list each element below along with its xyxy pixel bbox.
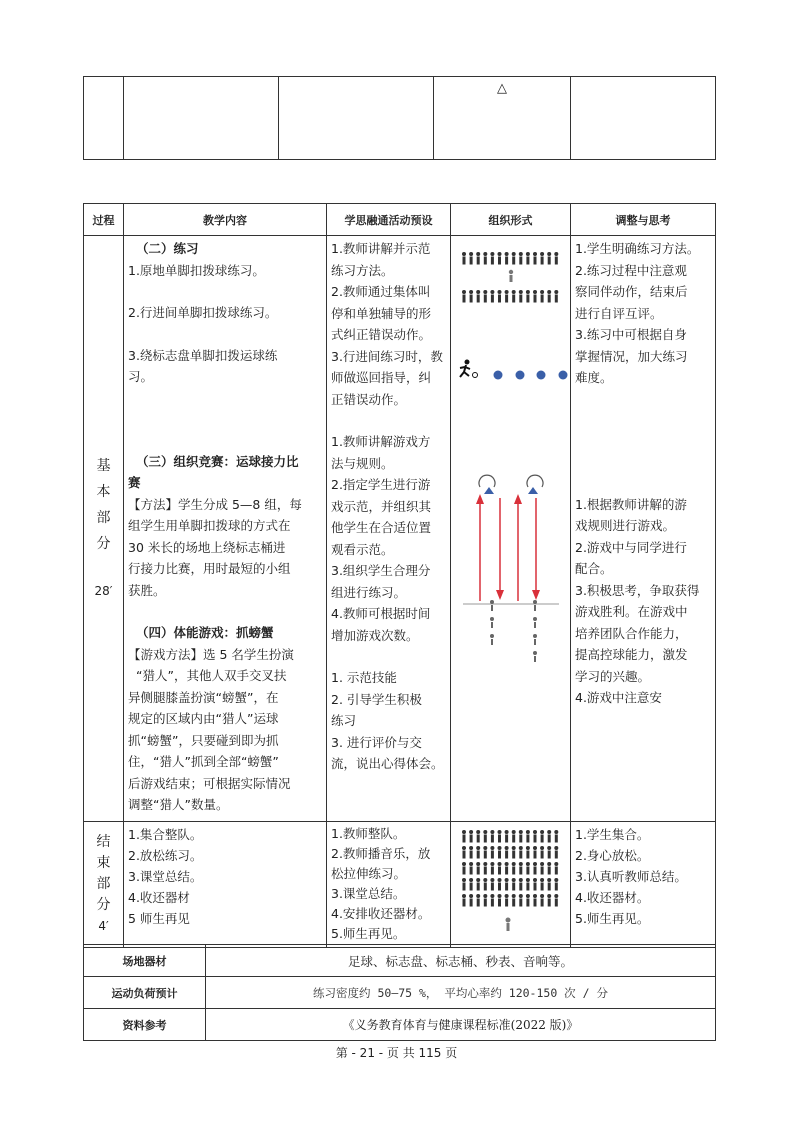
student-figure (519, 830, 523, 834)
lesson-plan-table (83, 203, 716, 948)
student-figure-body (484, 257, 487, 265)
student-figure-body (491, 835, 494, 843)
student-figure-body (512, 899, 515, 907)
student-figure (540, 290, 544, 294)
student-figure-body (548, 835, 551, 843)
student-figure (554, 878, 558, 882)
student-figure (498, 830, 502, 834)
student-figure (469, 862, 473, 866)
student-figure (483, 290, 487, 294)
student-figure (505, 252, 509, 256)
student-figure-body (519, 851, 522, 859)
student-figure (526, 878, 530, 882)
student-figure-body (484, 835, 487, 843)
ending-content: 1.集合整队。 2.放松练习。 3.课堂总结。 4.收还器材 5 师生再见 (128, 827, 203, 926)
student-figure-body (477, 899, 480, 907)
student-figure-body (555, 867, 558, 875)
student-figure (547, 862, 551, 866)
student-figure-body (470, 899, 473, 907)
student-figure-body (498, 867, 501, 875)
student-figure-body (548, 899, 551, 907)
student-figure (519, 894, 523, 898)
header-process: 过程 (84, 204, 124, 236)
student-figure-body (491, 899, 494, 907)
student-row-1 (462, 252, 558, 265)
student-figure-body (541, 835, 544, 843)
student-figure (519, 862, 523, 866)
student-figure-body (463, 883, 466, 891)
practice-item-3a: 3.绕标志盘单脚扣拨运球练 (128, 347, 278, 363)
student-figure (519, 290, 523, 294)
student-figure-body (548, 883, 551, 891)
student-row-2 (462, 290, 558, 303)
page-number: 第 - 21 - 页 共 115 页 (335, 1046, 458, 1060)
student-figure-body (526, 899, 529, 907)
student-figure (526, 252, 530, 256)
student-figure (490, 830, 494, 834)
student-figure (547, 290, 551, 294)
student-figure-body (519, 835, 522, 843)
reference-label: 资料参考 (84, 1009, 206, 1041)
basic-organization-cell (451, 236, 571, 822)
student-figure (490, 290, 494, 294)
student-figure (554, 290, 558, 294)
up-arrow-icon (476, 494, 484, 504)
student-figure (554, 862, 558, 866)
game-title: （四）体能游戏：抓螃蟹 (136, 625, 274, 640)
practice-title: （二）练习 (136, 241, 199, 256)
up-arrow-icon (514, 494, 522, 504)
ending-part-label-cell (84, 822, 124, 948)
header-activity: 学思融通活动预设 (327, 204, 451, 236)
student-figure (462, 878, 466, 882)
student-figure-body (477, 257, 480, 265)
student-figure-body (512, 835, 515, 843)
student-figure-body (463, 851, 466, 859)
student-figure-body (534, 295, 537, 303)
student-figure (547, 878, 551, 882)
student-figure (547, 830, 551, 834)
footer-info-table (83, 944, 716, 1041)
student-figure (498, 846, 502, 850)
student-figure-body (534, 257, 537, 265)
student-figure (526, 290, 530, 294)
basic-part-label: 基 本 部 分 28′ (84, 453, 123, 604)
student-figure (512, 290, 516, 294)
student-figure (540, 862, 544, 866)
top-cell-3 (279, 77, 434, 160)
student-figure-body (512, 867, 515, 875)
student-figure-body (491, 257, 494, 265)
student-figure-body (477, 867, 480, 875)
practice-item-1: 1.原地单脚扣拨球练习。 (128, 262, 265, 278)
student-figure (533, 894, 537, 898)
student-figure-body (555, 295, 558, 303)
student-figure (512, 846, 516, 850)
student-figure (490, 862, 494, 866)
student-figure (526, 830, 530, 834)
practice-item-2: 2.行进间单脚扣拨球练习。 (128, 305, 278, 320)
student-figure (519, 252, 523, 256)
basic-adjustment: 1.学生明确练习方法。 2.练习过程中注意观 察同伴动作，结束后 进行自评互评。 3.练习中可根据自身 掌握情况，加大练习 难度。 1.根据教师讲解的游 戏规则进行游戏。 2.游戏中与同学进行 配合。 3.积极思考，争取获得 游戏胜利。在游戏中 培养团队合作能力， 提高控球能力，激发 学习的兴趣。 4.游戏中注意安 (575, 241, 700, 705)
student-figure-body (505, 867, 508, 875)
student-figure (483, 830, 487, 834)
student-figure-body (477, 851, 480, 859)
ending-adjustment: 1.学生集合。 2.身心放松。 3.认真听教师总结。 4.收还器材。 5.师生再见。 (575, 827, 687, 926)
student-figure-body (498, 883, 501, 891)
student-figure (483, 252, 487, 256)
student-figure-body (519, 295, 522, 303)
student-figure (519, 846, 523, 850)
student-figure (498, 862, 502, 866)
student-figure-body (463, 867, 466, 875)
student-figure-body (519, 867, 522, 875)
student-figure (476, 830, 480, 834)
student-figure-body (526, 851, 529, 859)
practice-item-3b: 习。 (128, 369, 154, 384)
basic-part-label-cell (84, 236, 124, 822)
top-cell-5 (571, 77, 716, 160)
student-figure (554, 894, 558, 898)
student-figure (476, 878, 480, 882)
student-figure (476, 894, 480, 898)
student-figure-body (463, 257, 466, 265)
student-figure (476, 290, 480, 294)
student-figure (547, 252, 551, 256)
student-figure-body (519, 883, 522, 891)
ending-organization-cell (451, 822, 571, 948)
student-figure-body (470, 867, 473, 875)
student-figure-body (526, 257, 529, 265)
student-figure-body (477, 295, 480, 303)
student-figure (533, 878, 537, 882)
student-figure-body (491, 883, 494, 891)
student-figure-body (526, 295, 529, 303)
student-figure-body (512, 883, 515, 891)
marker-dots (494, 371, 568, 380)
basic-activity: 1.教师讲解并示范 练习方法。 2.教师通过集体叫 停和单独辅导的形 式纠正错误动作。 3.行进间练习时，教 师做巡回指导，纠 正错误动作。 1.教师讲解游戏方 法与规则。 2.指定学生进行游 戏示范，并组织其 他学生在合适位置 观看示范。 3.组织学生合理分 组进行练习。 4.教师可根据时间 增加游戏次数。 1. 示范技能 2. 引导学生积极 练习 3. 进行评价与交 流，说出心得体会。 (331, 241, 444, 771)
student-figure (512, 862, 516, 866)
student-figure (512, 252, 516, 256)
header-content: 教学内容 (124, 204, 327, 236)
student-figure (490, 894, 494, 898)
student-figure-body (470, 835, 473, 843)
student-figure-body (470, 883, 473, 891)
cone-icon (528, 487, 538, 494)
student-figure (498, 878, 502, 882)
top-cell-4 (434, 77, 571, 160)
header-adjustment: 调整与思考 (571, 204, 716, 236)
student-figure (469, 252, 473, 256)
student-figure-body (534, 899, 537, 907)
header-organization: 组织形式 (451, 204, 571, 236)
student-figure (462, 830, 466, 834)
student-figure (540, 878, 544, 882)
student-figure (512, 894, 516, 898)
relay-lane-1 (476, 475, 504, 601)
student-figure (540, 846, 544, 850)
student-figure-body (505, 835, 508, 843)
student-figure (526, 894, 530, 898)
student-figure (462, 252, 466, 256)
venue-value: 足球、标志盘、标志桶、秒表、音响等。 (206, 945, 716, 977)
reference-value: 《义务教育体育与健康课程标准(2022 版)》 (206, 1009, 716, 1041)
student-figure-body (526, 835, 529, 843)
top-partial-table (83, 76, 716, 160)
student-figure (540, 252, 544, 256)
student-figure (554, 252, 558, 256)
student-figure-body (470, 295, 473, 303)
student-figure (526, 862, 530, 866)
teacher-figure (506, 918, 511, 932)
student-figure-body (505, 295, 508, 303)
basic-adjustment-cell (571, 236, 716, 822)
basic-content: （二）练习 1.原地单脚扣拨球练习。 2.行进间单脚扣拨球练习。 3.绕标志盘单脚扣拨运球练 习。 （三）组织竞赛：运球接力比 赛 【方法】学生分成 5—8 组，每 组学生用单脚扣拨球的方式在 30 米长的场地上绕标志桶进 行接力比赛，用时最短的小组 获胜。 （四）体能游戏：抓螃蟹 【游戏方法】选 5 名学生扮演 “猎人”，其他人双手交叉扶 异侧腿膝盖扮演“螃蟹”，在 规定的区域内由“猎人”运球 抓“螃蟹”，只要碰到即为抓 住，“猎人”抓到全部“螃蟹” 后游戏结束；可根据实际情况 调整“猎人”数量。 (124, 236, 326, 818)
ending-adjustment-cell (571, 822, 716, 948)
teacher-figure (509, 270, 513, 282)
ending-activity: 1.教师整队。 2.教师播音乐，放 松拉伸练习。 3.课堂总结。 4.安排收还器材。 5.师生再见。 (331, 826, 431, 941)
student-figure-body (534, 835, 537, 843)
student-figure-body (534, 883, 537, 891)
student-figure-body (484, 867, 487, 875)
ending-content-cell (124, 822, 327, 948)
cone-icon (484, 487, 494, 494)
student-figure-body (555, 257, 558, 265)
student-figure-body (541, 257, 544, 265)
ending-organization-diagram (451, 822, 571, 947)
student-figure (505, 894, 509, 898)
student-figure-body (541, 295, 544, 303)
student-figure (533, 862, 537, 866)
basic-content-cell (124, 236, 327, 822)
student-figure (469, 290, 473, 294)
student-figure (462, 290, 466, 294)
student-figure (483, 862, 487, 866)
student-figure-body (498, 295, 501, 303)
relay-lane-2 (514, 475, 543, 601)
ending-time: 4′ (98, 919, 109, 933)
student-figure (547, 846, 551, 850)
student-figure-body (512, 851, 515, 859)
student-figure-body (477, 883, 480, 891)
basic-time: 28′ (94, 584, 113, 598)
student-figure-body (555, 835, 558, 843)
student-figure (462, 894, 466, 898)
student-figure (505, 878, 509, 882)
student-figure-body (534, 851, 537, 859)
student-figure (462, 846, 466, 850)
student-figure (469, 846, 473, 850)
student-figure (476, 862, 480, 866)
student-figure-body (505, 899, 508, 907)
student-figure-body (484, 883, 487, 891)
student-figure-body (498, 899, 501, 907)
top-cell-2 (124, 77, 279, 160)
ending-activity-cell (327, 822, 451, 948)
student-figure-body (548, 295, 551, 303)
student-figure-body (484, 899, 487, 907)
student-figure (476, 252, 480, 256)
student-figure (533, 252, 537, 256)
student-figure-body (463, 899, 466, 907)
venue-label: 场地器材 (84, 945, 206, 977)
student-figure-body (512, 295, 515, 303)
student-figure (483, 878, 487, 882)
ending-student-rows (462, 830, 558, 907)
student-figure (498, 252, 502, 256)
student-figure-body (526, 883, 529, 891)
student-figure (554, 830, 558, 834)
student-figure-body (477, 835, 480, 843)
student-figure (505, 290, 509, 294)
load-value: 练习密度约 50—75 %， 平均心率约 120-150 次 / 分 (206, 977, 716, 1009)
student-figure (540, 830, 544, 834)
student-figure-body (484, 295, 487, 303)
student-figure (469, 894, 473, 898)
student-figure-body (541, 883, 544, 891)
student-figure (505, 846, 509, 850)
student-figure-body (505, 851, 508, 859)
relay-students (490, 600, 537, 662)
student-figure (505, 862, 509, 866)
student-figure-body (555, 899, 558, 907)
student-figure (533, 290, 537, 294)
student-figure-body (541, 899, 544, 907)
runner-icon (460, 360, 478, 378)
student-figure-body (548, 851, 551, 859)
student-figure-body (470, 257, 473, 265)
organization-diagram (451, 236, 571, 821)
student-figure (526, 846, 530, 850)
student-figure (490, 846, 494, 850)
student-figure-body (541, 867, 544, 875)
top-cell-1 (84, 77, 124, 160)
student-figure (483, 894, 487, 898)
student-figure (469, 878, 473, 882)
student-figure (498, 894, 502, 898)
student-figure-body (555, 883, 558, 891)
student-figure (505, 830, 509, 834)
down-arrow-icon (496, 590, 504, 600)
load-label: 运动负荷预计 (84, 977, 206, 1009)
triangle-marker: △ (497, 81, 507, 96)
down-arrow-icon (532, 590, 540, 600)
student-figure (540, 894, 544, 898)
student-figure-body (491, 851, 494, 859)
student-figure-body (470, 851, 473, 859)
student-figure (476, 846, 480, 850)
student-figure-body (534, 867, 537, 875)
student-figure (483, 846, 487, 850)
student-figure-body (484, 851, 487, 859)
student-figure-body (463, 295, 466, 303)
student-figure (533, 846, 537, 850)
student-figure-body (463, 835, 466, 843)
student-figure (469, 830, 473, 834)
student-figure (533, 830, 537, 834)
student-figure-body (512, 257, 515, 265)
student-figure-body (505, 883, 508, 891)
student-figure-body (498, 835, 501, 843)
student-figure (519, 878, 523, 882)
competition-title-a: （三）组织竞赛：运球接力比 (136, 453, 299, 469)
student-figure-body (491, 867, 494, 875)
student-figure (512, 878, 516, 882)
student-figure (554, 846, 558, 850)
ending-part-label: 结 束 部 分 4′ (84, 832, 123, 937)
student-figure (490, 878, 494, 882)
student-figure-body (498, 257, 501, 265)
student-figure-body (519, 899, 522, 907)
student-figure-body (526, 867, 529, 875)
student-figure-body (491, 295, 494, 303)
student-figure-body (519, 257, 522, 265)
student-figure (498, 290, 502, 294)
student-figure-body (548, 257, 551, 265)
student-figure-body (498, 851, 501, 859)
student-figure-body (548, 867, 551, 875)
student-figure-body (555, 851, 558, 859)
basic-activity-cell (327, 236, 451, 822)
competition-title-b: 赛 (128, 475, 141, 490)
student-figure (547, 894, 551, 898)
student-figure (462, 862, 466, 866)
student-figure (490, 252, 494, 256)
student-figure-body (505, 257, 508, 265)
student-figure (512, 830, 516, 834)
student-figure-body (541, 851, 544, 859)
